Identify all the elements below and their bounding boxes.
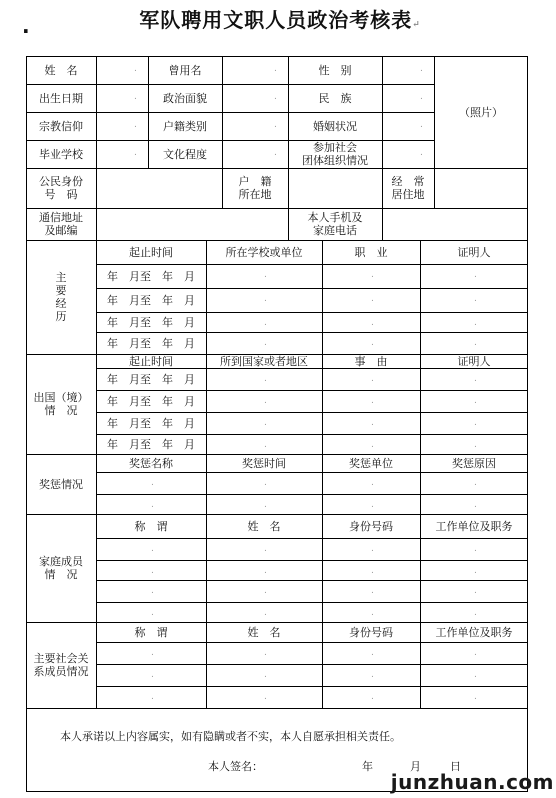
cell-marker: . xyxy=(151,500,154,510)
cell-marker: . xyxy=(371,670,374,680)
family-header: 工作单位及职务 xyxy=(435,519,513,533)
cell-marker: . xyxy=(371,500,374,510)
household-place-label: 户 籍 所在地 xyxy=(238,175,272,201)
cell-marker: . xyxy=(371,692,374,702)
cell-marker: . xyxy=(474,374,477,384)
cell-marker: . xyxy=(474,478,477,488)
cell-marker: . xyxy=(371,374,374,384)
id-number-label: 公民身份 号 码 xyxy=(39,175,83,201)
cell-marker: . xyxy=(474,318,477,328)
cell-marker: . xyxy=(264,670,267,680)
abroad-row-cell[interactable]: 年 月至 年 月 xyxy=(107,394,195,408)
page-title-text: 军队聘用文职人员政治考核表 xyxy=(139,8,413,32)
page-title xyxy=(90,4,470,33)
cell-marker: . xyxy=(371,440,374,450)
cell-marker: . xyxy=(474,294,477,304)
family-header: 身份号码 xyxy=(349,519,393,533)
pledge-statement: 本人承诺以上内容属实，如有隐瞒或者不实，本人自愿承担相关责任。 xyxy=(60,730,401,743)
school-label: 毕业学校 xyxy=(39,147,83,161)
cell-marker: . xyxy=(134,120,137,130)
cell-marker: . xyxy=(371,338,374,348)
cell-marker: . xyxy=(474,586,477,596)
cell-marker: . xyxy=(274,92,277,102)
address-field[interactable] xyxy=(96,208,288,240)
family-header: 称 谓 xyxy=(134,519,168,533)
cell-marker: . xyxy=(264,374,267,384)
cell-marker: . xyxy=(371,586,374,596)
name-field[interactable] xyxy=(96,56,148,84)
awards-section-label: 奖惩情况 xyxy=(39,477,83,491)
former-name-label: 曾用名 xyxy=(168,63,202,77)
residence-field[interactable] xyxy=(434,168,528,208)
cell-marker: . xyxy=(474,418,477,428)
cell-marker: . xyxy=(134,148,137,158)
cell-marker: . xyxy=(274,120,277,130)
cell-marker: . xyxy=(264,500,267,510)
cell-marker: . xyxy=(420,148,423,158)
cell-marker: . xyxy=(264,478,267,488)
family-section-label: 家庭成员 情 况 xyxy=(39,555,83,581)
cell-marker: . xyxy=(274,64,277,74)
photo-box: （照片） xyxy=(459,105,503,119)
cell-marker: . xyxy=(264,544,267,554)
social-header: 称 谓 xyxy=(134,625,168,639)
household-place-field[interactable] xyxy=(288,168,382,208)
cell-marker: . xyxy=(474,670,477,680)
experience-row-cell[interactable]: 年 月至 年 月 xyxy=(107,269,195,283)
phone-label: 本人手机及 家庭电话 xyxy=(307,211,363,237)
cell-marker: . xyxy=(371,608,374,618)
sign-day-label: 日 xyxy=(450,760,461,773)
site-watermark: junzhuan.com xyxy=(390,770,554,794)
cell-marker: . xyxy=(371,396,374,406)
cell-marker: . xyxy=(474,692,477,702)
birth-date-field[interactable] xyxy=(96,84,148,112)
cell-marker: . xyxy=(264,338,267,348)
cell-marker: . xyxy=(371,544,374,554)
cell-marker: . xyxy=(151,586,154,596)
address-label: 通信地址 及邮编 xyxy=(39,211,83,237)
cell-marker: . xyxy=(264,294,267,304)
awards-header: 奖惩原因 xyxy=(452,456,496,470)
cell-marker: . xyxy=(264,440,267,450)
gender-field[interactable] xyxy=(382,56,434,84)
cell-marker: . xyxy=(474,270,477,280)
experience-row-cell[interactable]: 年 月至 年 月 xyxy=(107,336,195,350)
cell-marker: . xyxy=(420,92,423,102)
social-header: 工作单位及职务 xyxy=(435,625,513,639)
religion-field[interactable] xyxy=(96,112,148,140)
former-name-field[interactable] xyxy=(222,56,288,84)
cell-marker: . xyxy=(371,478,374,488)
experience-row-cell[interactable]: 年 月至 年 月 xyxy=(107,315,195,329)
abroad-header: 起止时间 xyxy=(129,354,173,368)
political-status-field[interactable] xyxy=(222,84,288,112)
abroad-header: 事 由 xyxy=(354,354,388,368)
religion-label: 宗教信仰 xyxy=(39,119,83,133)
household-type-label: 户籍类别 xyxy=(163,119,207,133)
cell-marker: . xyxy=(371,648,374,658)
experience-header: 职 业 xyxy=(354,245,388,259)
cell-marker: . xyxy=(474,500,477,510)
abroad-header: 证明人 xyxy=(457,354,491,368)
cell-marker: . xyxy=(151,692,154,702)
experience-row-cell[interactable]: 年 月至 年 月 xyxy=(107,293,195,307)
cell-marker: . xyxy=(264,648,267,658)
name-label: 姓 名 xyxy=(44,63,78,77)
cell-marker: . xyxy=(264,586,267,596)
political-status-label: 政治面貌 xyxy=(163,91,207,105)
awards-header: 奖惩单位 xyxy=(349,456,393,470)
table-rule xyxy=(26,708,528,709)
cell-marker: . xyxy=(274,148,277,158)
cell-marker: . xyxy=(151,608,154,618)
cell-marker: . xyxy=(134,64,137,74)
id-number-field[interactable] xyxy=(96,168,222,208)
cell-marker: . xyxy=(134,92,137,102)
cell-marker: . xyxy=(420,120,423,130)
gender-label: 性 别 xyxy=(318,63,352,77)
cell-marker: . xyxy=(151,478,154,488)
marital-status-field[interactable] xyxy=(382,112,434,140)
cell-marker: . xyxy=(474,566,477,576)
abroad-row-cell[interactable]: 年 月至 年 月 xyxy=(107,416,195,430)
cell-marker: . xyxy=(264,396,267,406)
ethnicity-label: 民 族 xyxy=(318,91,352,105)
experience-section-label: 主 要 经 历 xyxy=(55,271,67,323)
cell-marker: . xyxy=(371,270,374,280)
social-org-label: 参加社会 团体组织情况 xyxy=(302,141,368,167)
abroad-header: 所到国家或者地区 xyxy=(220,354,308,368)
residence-label: 经 常 居住地 xyxy=(391,175,425,201)
cell-marker: . xyxy=(264,318,267,328)
cell-marker: . xyxy=(151,566,154,576)
cell-marker: . xyxy=(420,64,423,74)
cell-marker: . xyxy=(474,648,477,658)
experience-header: 所在学校或单位 xyxy=(225,245,303,259)
birth-date-label: 出生日期 xyxy=(39,91,83,105)
cell-marker: . xyxy=(151,648,154,658)
education-label: 文化程度 xyxy=(163,147,207,161)
cell-marker: . xyxy=(371,294,374,304)
cell-marker: . xyxy=(264,270,267,280)
sign-month-label: 月 xyxy=(410,760,421,773)
abroad-row-cell[interactable]: 年 月至 年 月 xyxy=(107,372,195,386)
experience-header: 证明人 xyxy=(457,245,491,259)
abroad-section-label: 出国（境） 情 况 xyxy=(33,391,89,417)
cell-marker: . xyxy=(371,566,374,576)
cell-marker: . xyxy=(474,544,477,554)
social-section-label: 主要社会关 系成员情况 xyxy=(33,652,89,678)
family-header: 姓 名 xyxy=(247,519,281,533)
cell-marker: . xyxy=(151,670,154,680)
social-header: 姓 名 xyxy=(247,625,281,639)
cell-marker: . xyxy=(264,608,267,618)
signature-label: 本人签名： xyxy=(208,760,263,773)
cell-marker: . xyxy=(474,338,477,348)
cell-marker: . xyxy=(151,544,154,554)
phone-field[interactable] xyxy=(382,208,528,240)
abroad-row-cell[interactable]: 年 月至 年 月 xyxy=(107,437,195,451)
title-dot: . xyxy=(22,14,30,38)
cell-marker: . xyxy=(264,566,267,576)
school-field[interactable] xyxy=(96,140,148,168)
experience-header: 起止时间 xyxy=(129,245,173,259)
marital-status-label: 婚姻状况 xyxy=(313,119,357,133)
household-type-field[interactable] xyxy=(222,112,288,140)
social-header: 身份号码 xyxy=(349,625,393,639)
cell-marker: . xyxy=(264,692,267,702)
sign-year-label: 年 xyxy=(362,760,373,773)
ethnicity-field[interactable] xyxy=(382,84,434,112)
cell-marker: . xyxy=(371,418,374,428)
cell-marker: . xyxy=(264,418,267,428)
awards-header: 奖惩时间 xyxy=(242,456,286,470)
cell-marker: . xyxy=(474,440,477,450)
cell-marker: . xyxy=(474,396,477,406)
paragraph-mark-icon: ↵ xyxy=(412,20,421,30)
education-field[interactable] xyxy=(222,140,288,168)
social-org-field[interactable] xyxy=(382,140,434,168)
cell-marker: . xyxy=(474,608,477,618)
cell-marker: . xyxy=(371,318,374,328)
awards-header: 奖惩名称 xyxy=(129,456,173,470)
